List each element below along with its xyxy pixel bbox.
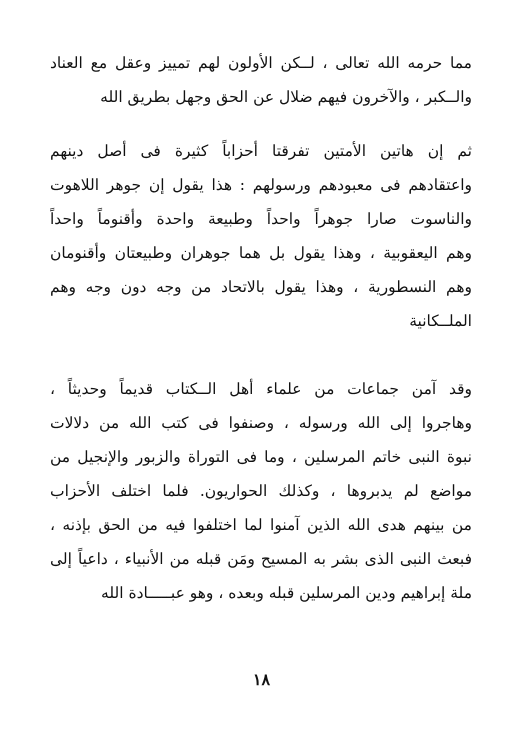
paragraph-1: [50, 46, 472, 114]
text-line: فبعث النبى الذى بشر به المسيح ومَن قبله من الأنبياء ، داعياً إلى: [50, 550, 472, 568]
text-line: وقد آمن جماعات من علماء أهل الــكتاب قديماً وحديثاً ،: [50, 380, 472, 398]
paragraph-2: [50, 134, 472, 338]
text-line: ثم إن هاتين الأمتين تفرقتا أحزاباً كثيرة فى أصل دينهم: [50, 142, 472, 160]
text-line: وهاجروا إلى الله ورسوله ، وصنفوا فى كتب الله من دلالات: [50, 414, 472, 432]
paragraph-3: [50, 372, 472, 610]
text-line: الملــكانية: [409, 312, 472, 330]
text-line: واعتقادهم فى معبودهم ورسولهم : هذا يقول إن جوهر اللاهوت: [50, 176, 472, 194]
page-number: ١٨: [252, 670, 271, 689]
text-line: نبوة النبى خاتم المرسلين ، وما فى التوراة والزبور والإنجيل من: [50, 448, 472, 466]
text-line: من بينهم هدى الله الذين آمنوا لما اختلفوا فيه من الحق بإذنه ،: [50, 516, 472, 534]
text-line: وهم اليعقوبية ، وهذا يقول بل هما جوهران وطبيعتان وأقنومان: [50, 244, 472, 262]
text-line: ملة إبراهيم ودين المرسلين قبله وبعده ، وهو عبـــــادة الله: [101, 584, 472, 602]
text-line: والــكبر ، والآخرون فيهم ضلال عن الحق وجهل بطريق الله: [100, 88, 472, 106]
text-line: مواضع لم يدبروها ، وكذلك الحواريون. فلما اختلف الأحزاب: [50, 482, 472, 500]
text-line: والناسوت صارا جوهراً واحداً وطبيعة واحدة وأقنوماً واحداً: [50, 210, 472, 228]
text-line: وهم النسطورية ، وهذا يقول بالاتحاد من وجه دون وجه وهم: [50, 278, 472, 296]
text-line: مما حرمه الله تعالى ، لــكن الأولون لهم تمييز وعقل مع العناد: [50, 54, 472, 72]
